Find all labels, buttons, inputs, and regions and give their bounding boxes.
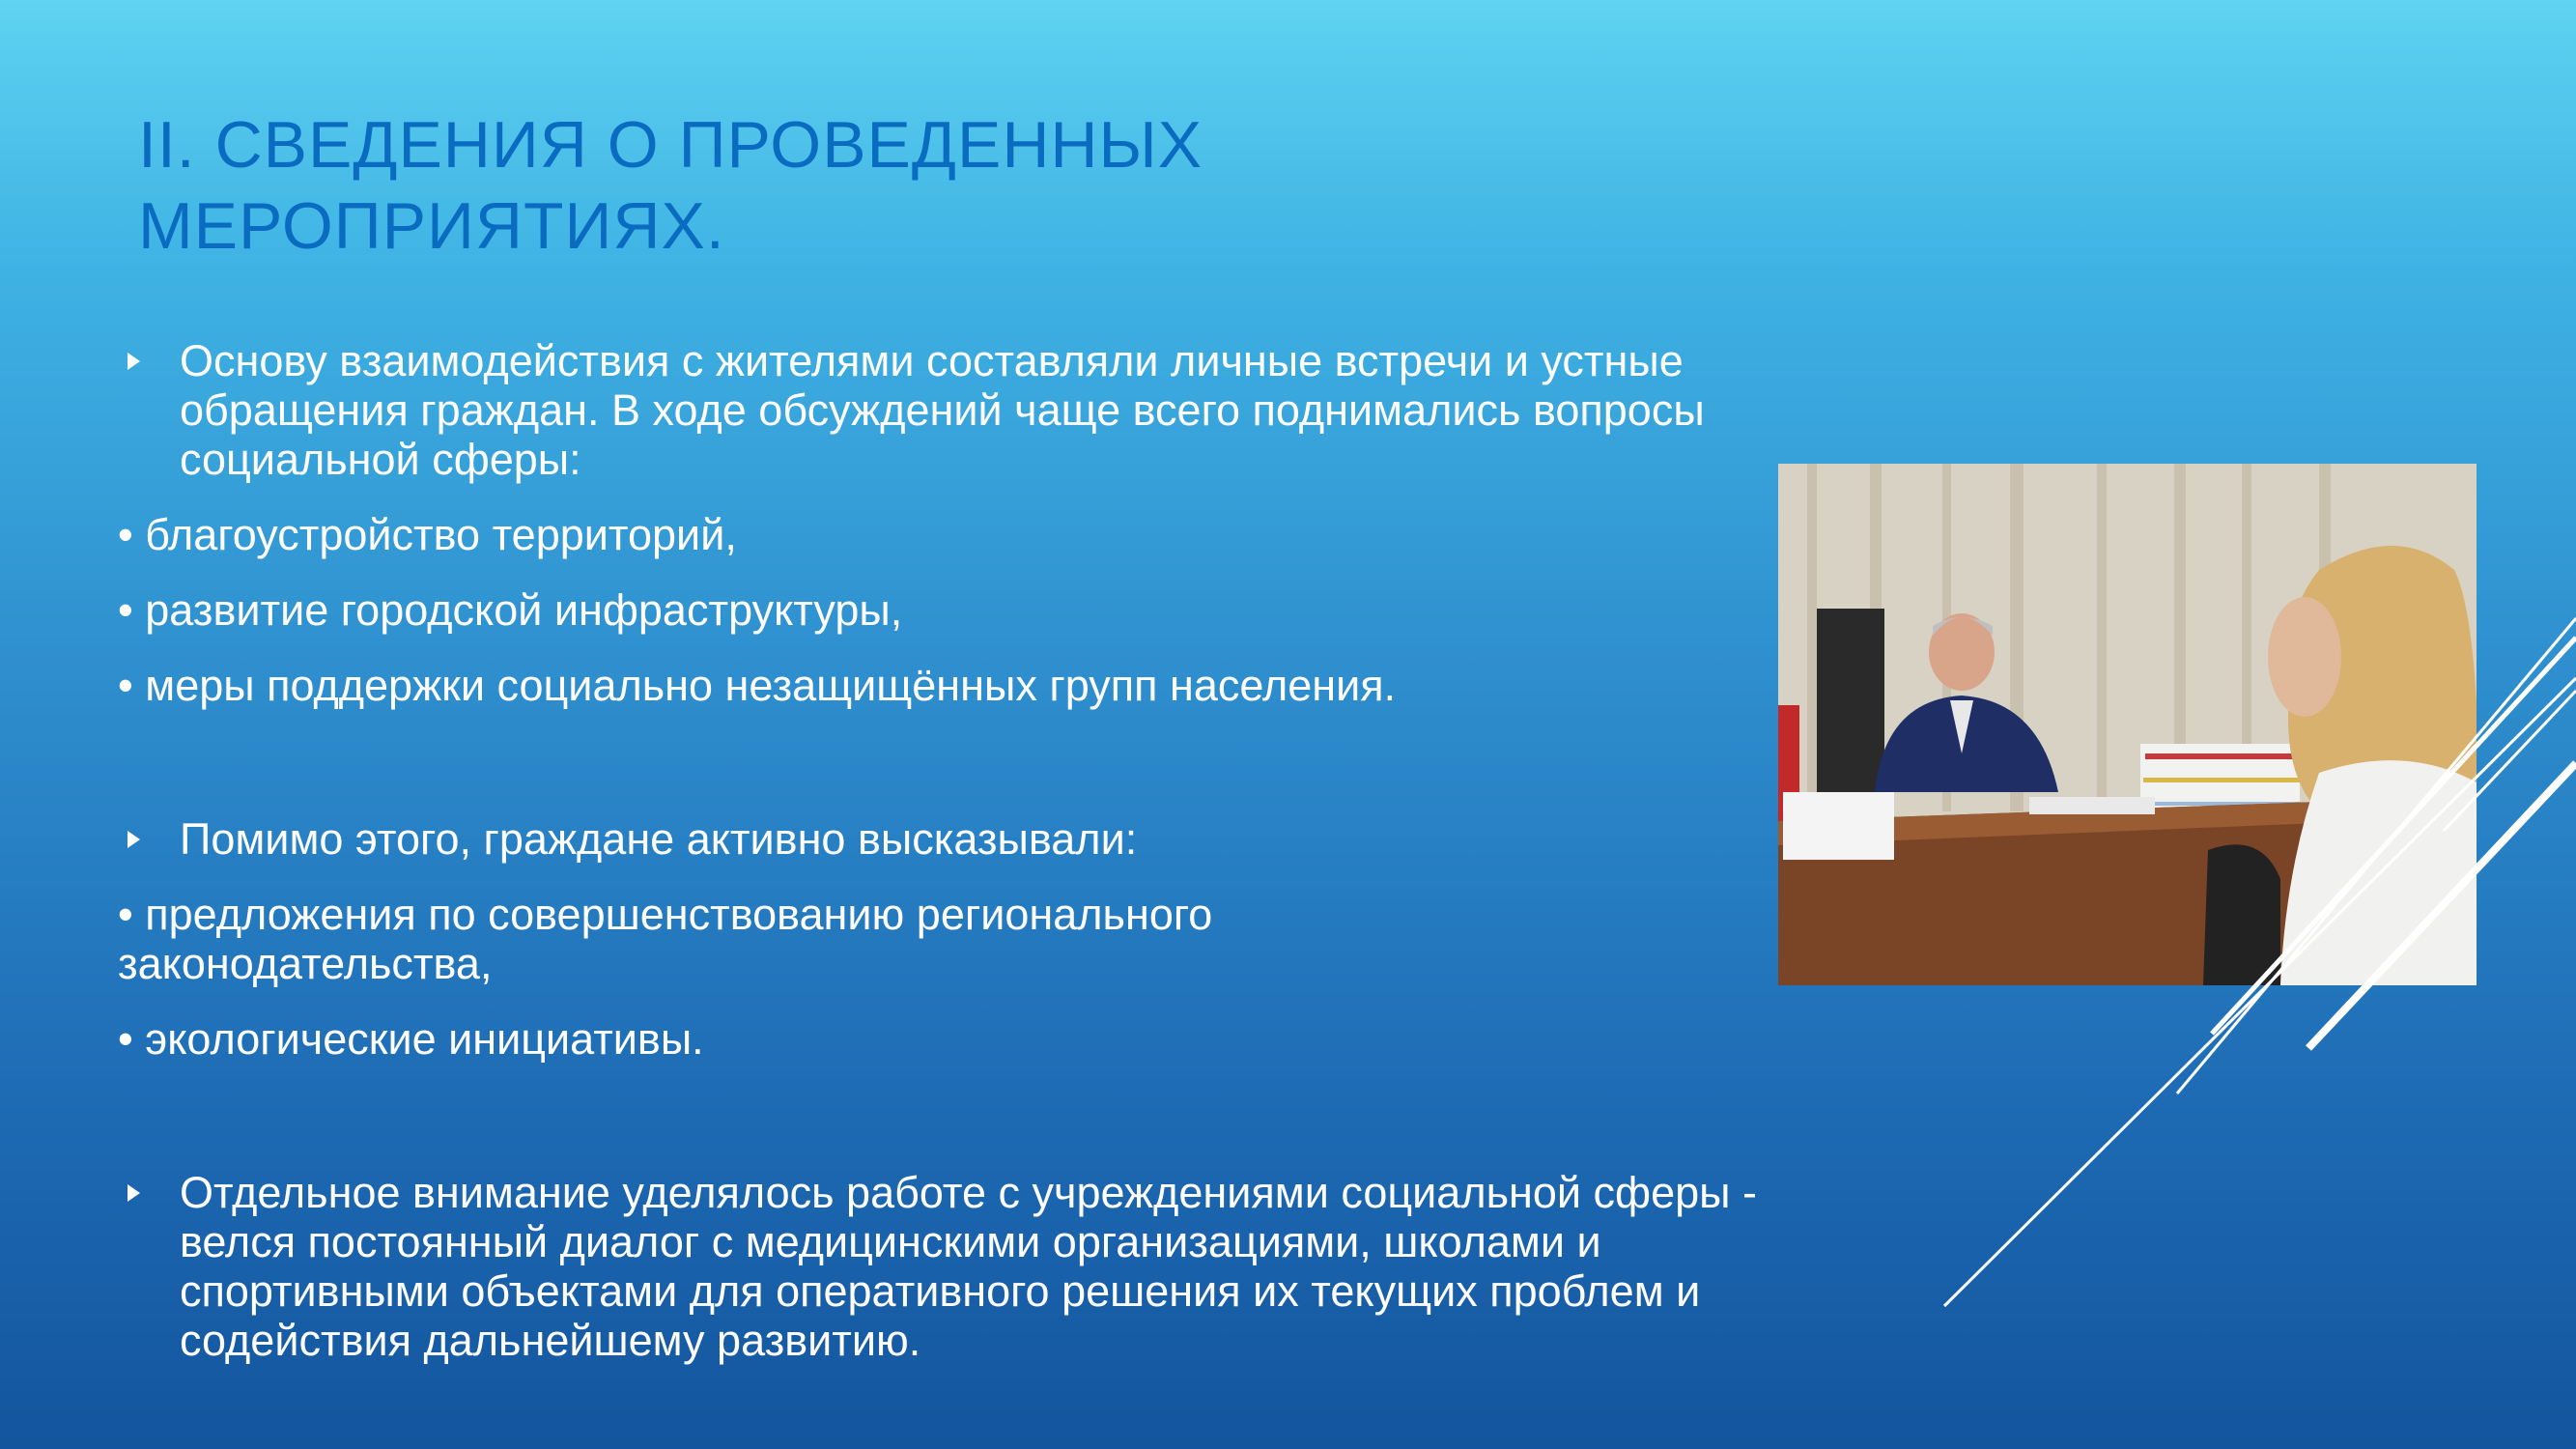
paragraph-text: Отдельное внимание уделялось работе с учреждениями социальной сферы - велся постоянный диалог с медицинскими организациями, школами и спортивными объектами для оперативного решения их текущих проблем и содействия дальнейшему развитию. [180, 1168, 1757, 1365]
slide-body [118, 336, 1818, 1365]
paragraph-citizens [118, 814, 1818, 864]
paragraph-text: Основу взаимодействия с жителями составляли личные встречи и устные обращения граждан. В ходе обсуждений чаще всего поднимались вопросы социальной сферы: [180, 336, 1705, 484]
list-item: • благоустройство территорий, [118, 510, 737, 559]
list-item: • развитие городской инфраструктуры, [118, 585, 903, 635]
triangle-bullet-icon [127, 353, 140, 370]
meeting-photo [1778, 464, 2477, 985]
list-item: • предложения по совершенствованию регионального законодательства, [118, 890, 1213, 988]
triangle-bullet-icon [127, 831, 140, 848]
list-item: • меры поддержки социально незащищённых групп населения. [118, 661, 1397, 710]
paragraph-text: Помимо этого, граждане активно высказывали: [180, 814, 1138, 864]
paragraph-intro [118, 336, 1818, 484]
list-item: • экологические инициативы. [118, 1014, 704, 1064]
triangle-bullet-icon [127, 1184, 140, 1202]
paragraph-institutions [118, 1168, 1818, 1365]
slide-title: II. СВЕДЕНИЯ О ПРОВЕДЕННЫХ МЕРОПРИЯТИЯХ. [138, 108, 1203, 263]
